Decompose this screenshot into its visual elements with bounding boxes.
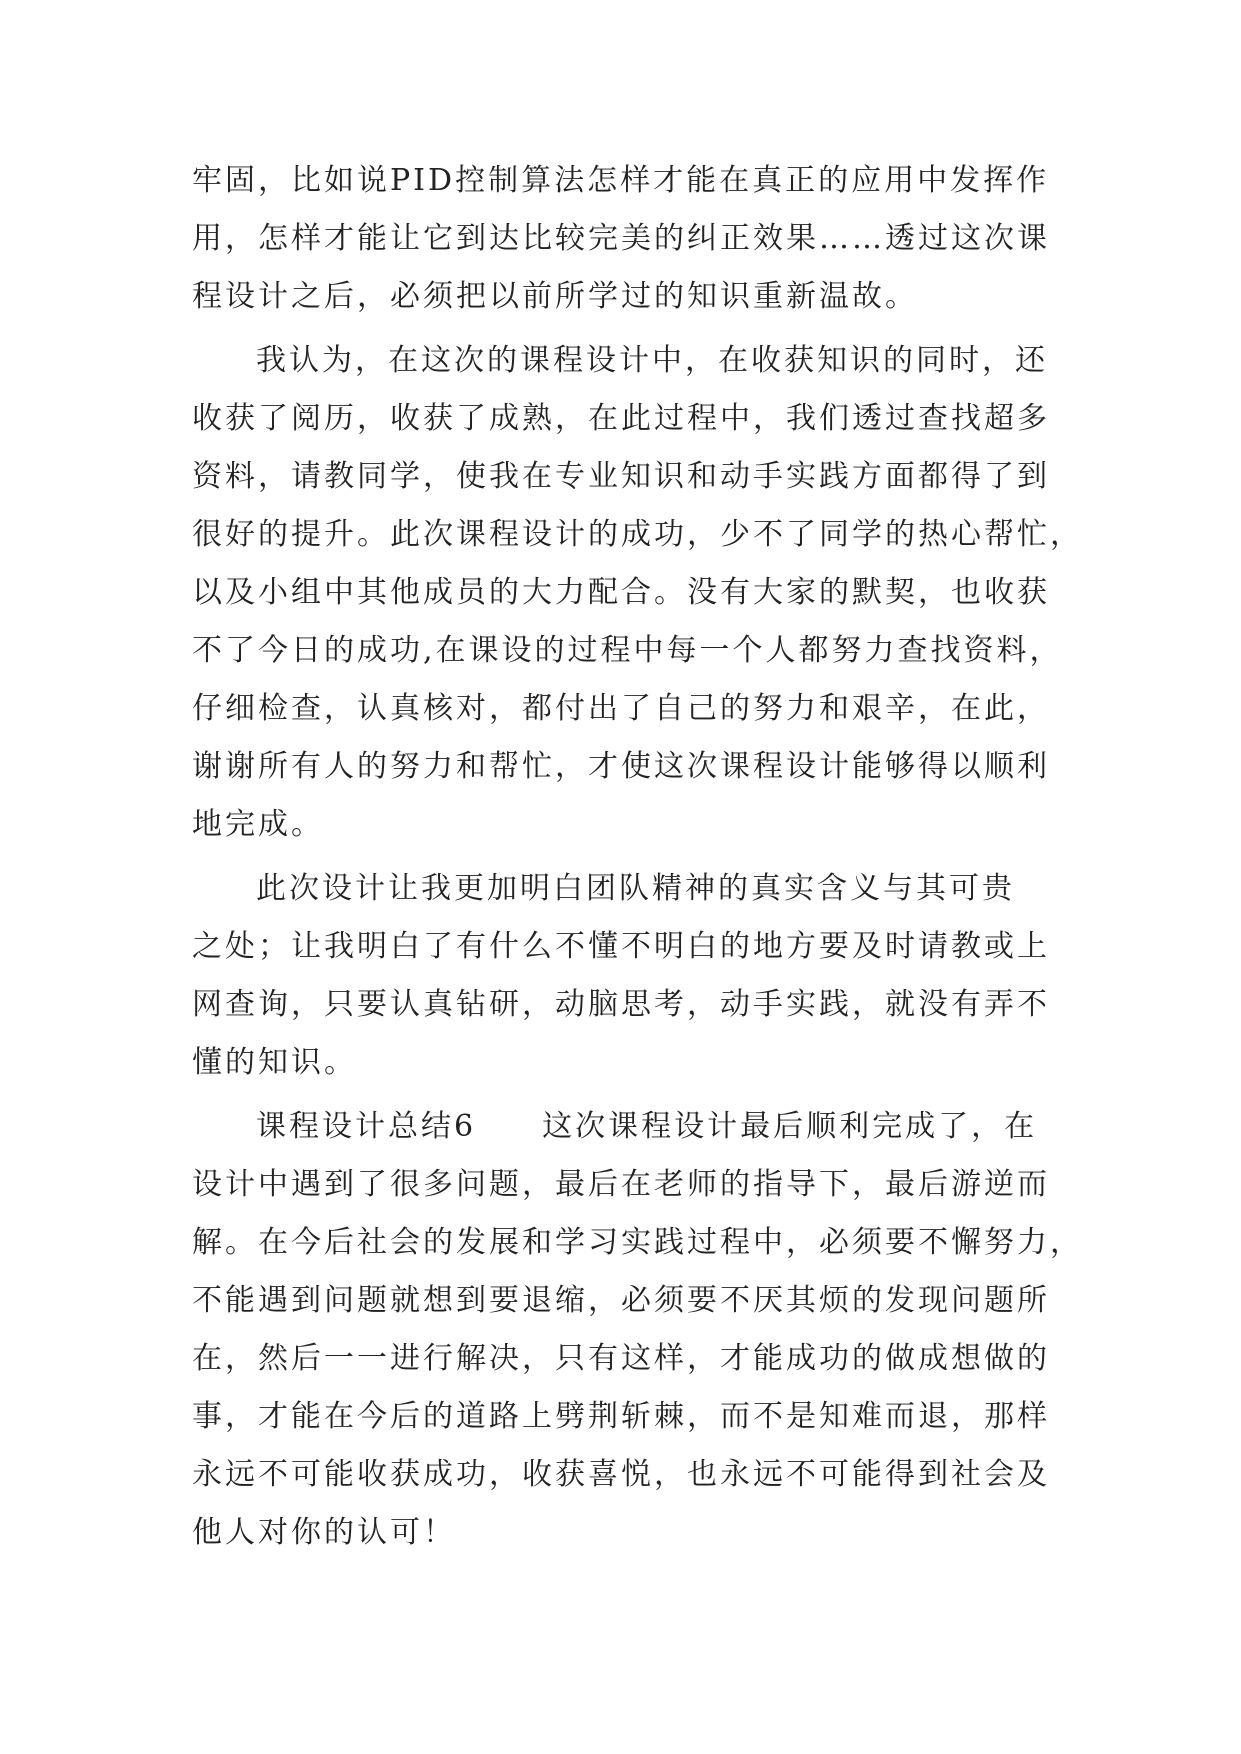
paragraph-line: 解。在今后社会的发展和学习实践过程中，必须要不懈努力， xyxy=(192,1225,1083,1260)
paragraph-1 xyxy=(192,152,1062,326)
paragraph-line: 他人对你的认可！ xyxy=(192,1515,456,1550)
paragraph-line: 事，才能在今后的道路上劈荆斩棘，而不是知难而退，那样 xyxy=(192,1399,1050,1434)
paragraph-line: 不了今日的成功,在课设的过程中每一个人都努力查找资料， xyxy=(192,633,1063,668)
paragraph-line: 用，怎样才能让它到达比较完美的纠正效果……透过这次课 xyxy=(192,221,1050,256)
paragraph-line: 设计中遇到了很多问题，最后在老师的指导下，最后游逆而 xyxy=(192,1167,1050,1202)
paragraph-2 xyxy=(192,332,1083,854)
paragraph-line: 在，然后一一进行解决，只有这样，才能成功的做成想做的 xyxy=(192,1341,1050,1376)
paragraph-line: 很好的提升。此次课程设计的成功，少不了同学的热心帮忙， xyxy=(192,517,1083,552)
paragraph-line: 永远不可能收获成功，收获喜悦，也永远不可能得到社会及 xyxy=(192,1457,1050,1492)
paragraph-line: 网查询，只要认真钻研，动脑思考，动手实践，就没有弄不 xyxy=(192,987,1050,1022)
paragraph-line: 之处；让我明白了有什么不懂不明白的地方要及时请教或上 xyxy=(192,929,1050,964)
paragraph-line: 我认为，在这次的课程设计中，在收获知识的同时，还 xyxy=(256,343,1048,378)
paragraph-first-line xyxy=(192,1098,1062,1156)
paragraph-line: 仔细检查，认真核对，都付出了自己的努力和艰辛，在此， xyxy=(192,691,1050,726)
paragraph-4 xyxy=(192,1098,1083,1562)
paragraph-line: 此次设计让我更加明白团队精神的真实含义与其可贵 xyxy=(256,871,1015,906)
paragraph-line: 谢谢所有人的努力和帮忙，才使这次课程设计能够得以顺利 xyxy=(192,749,1050,784)
paragraph-line: 懂的知识。 xyxy=(192,1045,357,1080)
paragraph-line: 地完成。 xyxy=(192,807,324,842)
paragraph-3 xyxy=(192,860,1062,1092)
paragraph-line-rest: 这次课程设计最后顺利完成了，在 xyxy=(542,1109,1038,1144)
paragraph-line: 以及小组中其他成员的大力配合。没有大家的默契，也收获 xyxy=(192,575,1050,610)
paragraph-line: 牢固，比如说PID控制算法怎样才能在真正的应用中发挥作 xyxy=(192,163,1050,198)
paragraph-line: 不能遇到问题就想到要退缩，必须要不厌其烦的发现问题所 xyxy=(192,1283,1050,1318)
paragraph-line: 资料，请教同学，使我在专业知识和动手实践方面都得了到 xyxy=(192,459,1050,494)
section-heading: 课程设计总结6 xyxy=(256,1109,477,1144)
paragraph-line: 收获了阅历，收获了成熟，在此过程中，我们透过查找超多 xyxy=(192,401,1050,436)
paragraph-line: 程设计之后，必须把以前所学过的知识重新温故。 xyxy=(192,279,918,314)
document-body xyxy=(192,152,1083,1562)
